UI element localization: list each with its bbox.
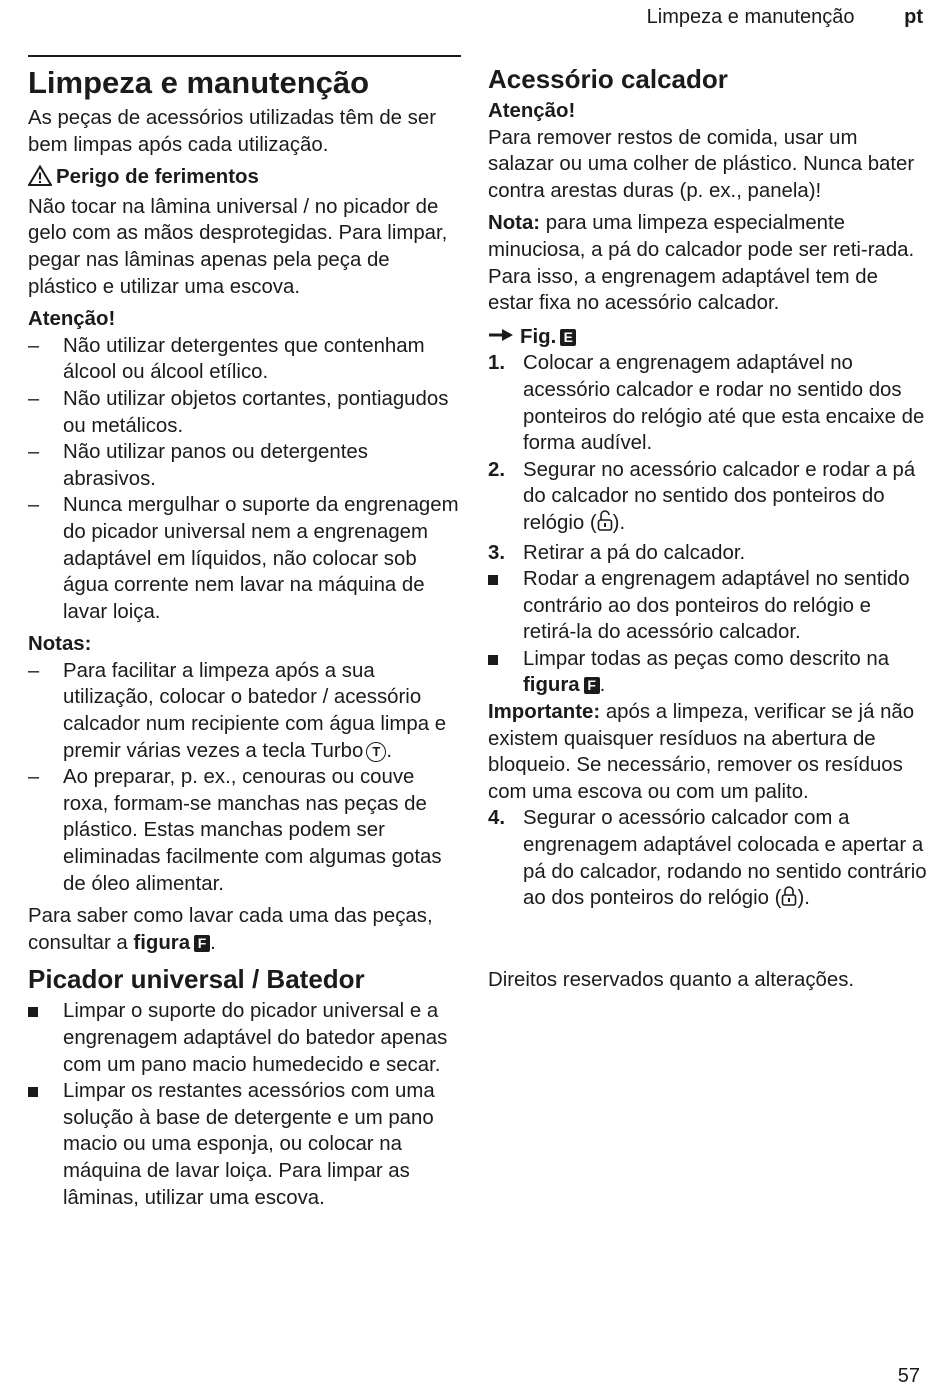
danger-text: Não tocar na lâmina universal / no picador de gelo com as mãos desprotegidas. Para limpar, pegar nas lâminas apenas pela peça de plástico e utilizar uma escova. xyxy=(28,195,448,298)
square-bullet-icon xyxy=(28,998,58,1025)
list-item: – Não utilizar objetos cortantes, pontiagudos ou metálicos. xyxy=(28,387,449,437)
figure-f-badge: F xyxy=(194,935,210,952)
lock-icon xyxy=(781,885,797,915)
dash-marker: – xyxy=(28,766,40,789)
running-header xyxy=(647,6,923,29)
left-column xyxy=(28,55,461,1211)
figure-e-badge: E xyxy=(560,329,576,346)
list-item: Limpar os restantes acessórios com uma solução à base de detergente e um pano macio ou uma esponja, ou colocar na máquina de lavar loiça. Para limpar as lâminas, utilizar uma escova. xyxy=(28,1078,461,1211)
list-item: Rodar a engrenagem adaptável no sentido contrário ao dos ponteiros do relógio e retirá-la do acessório calcador. xyxy=(488,566,928,646)
section-title-calcador: Acessório calcador xyxy=(488,64,728,94)
list-item: – Não utilizar detergentes que contenham álcool ou álcool etílico. xyxy=(28,334,425,384)
list-item: Limpar o suporte do picador universal e a engrenagem adaptável do batedor apenas com um pano macio humedecido e secar. xyxy=(28,998,461,1078)
dash-marker: – xyxy=(28,659,40,682)
square-bullet-icon xyxy=(488,646,518,673)
notes-heading: Notas: xyxy=(28,633,92,656)
list-item: – Nunca mergulhar o suporte da engrenagem do picador universal nem a engrenagem adaptável em líquidos, não colocar sob água corrente nem lavar na máquina de lavar loiça. xyxy=(28,494,459,623)
header-section-title: Limpeza e manutenção xyxy=(646,6,855,28)
dash-marker: – xyxy=(28,334,40,357)
turbo-button-icon: T xyxy=(366,742,386,762)
step-item: 2. Segurar no acessório calcador e rodar a pá do calcador no sentido dos ponteiros do relógio ( ). xyxy=(488,457,928,540)
attention-heading: Atenção! xyxy=(488,100,576,122)
dash-marker: – xyxy=(28,441,40,464)
figure-reference: Fig. E xyxy=(488,323,928,351)
arrow-right-icon xyxy=(488,323,514,350)
attention-text: Para remover restos de comida, usar um salazar ou uma colher de plástico. Nunca bater contra arestas duras (p. ex., panela)! xyxy=(488,126,915,202)
intro-text: As peças de acessórios utilizadas têm de ser bem limpas após cada utilização. xyxy=(28,107,437,156)
attention-heading: Atenção! xyxy=(28,308,116,331)
important-paragraph: Importante: após a limpeza, verificar se já não existem quaisquer resíduos na abertura de bloqueio. Se necessário, remover os resíduos com uma escova ou com um palito. xyxy=(488,701,915,803)
unlock-icon xyxy=(597,510,613,540)
step-item: 4. Segurar o acessório calcador com a engrenagem adaptável colocada e apertar a pá do calcador, rodando no sentido contrário ao dos ponteiros do relógio ( ). xyxy=(488,805,928,914)
list-item: Limpar todas as peças como descrito na figura F . xyxy=(488,646,928,699)
warning-triangle-icon xyxy=(28,165,52,194)
page-number: 57 xyxy=(897,1365,920,1387)
danger-heading xyxy=(28,164,461,194)
page-title: Limpeza e manutenção xyxy=(28,65,370,100)
list-item: – Não utilizar panos ou detergentes abrasivos. xyxy=(28,441,368,490)
section-title-picador: Picador universal / Batedor xyxy=(28,964,365,995)
square-bullet-icon xyxy=(488,566,518,593)
list-item: – Ao preparar, p. ex., cenouras ou couve roxa, formam-se manchas nas peças de plástico. Estas manchas podem ser eliminadas facilmente com algumas gotas de óleo alimentar. xyxy=(28,766,442,895)
dash-marker: – xyxy=(28,387,40,410)
title-rule xyxy=(28,55,461,57)
danger-heading-text: Perigo de ferimentos xyxy=(56,166,259,189)
square-bullet-icon xyxy=(28,1078,58,1105)
dash-marker: – xyxy=(28,494,40,517)
wash-instructions: Para saber como lavar cada uma das peças, consultar a figura F . xyxy=(28,905,433,954)
header-language-code: pt xyxy=(904,6,923,28)
note-paragraph: Nota: para uma limpeza especialmente minuciosa, a pá do calcador pode ser reti-rada. Para isso, a engrenagem adaptável tem de estar fixa no acessório calcador. xyxy=(488,212,915,315)
figure-f-badge: F xyxy=(584,677,600,694)
step-item: 3. Retirar a pá do calcador. xyxy=(488,541,746,564)
rights-reserved-note: Direitos reservados quanto a alterações. xyxy=(488,968,855,991)
right-column xyxy=(488,62,928,993)
step-item: 1. Colocar a engrenagem adaptável no acessório calcador e rodar no sentido dos ponteiros do relógio até que esta encaixe de forma audível. xyxy=(488,352,925,455)
list-item: – Para facilitar a limpeza após a sua utilização, colocar o batedor / acessório calcador num recipiente com água limpa e premir várias vezes a tecla Turbo T . xyxy=(28,659,447,762)
